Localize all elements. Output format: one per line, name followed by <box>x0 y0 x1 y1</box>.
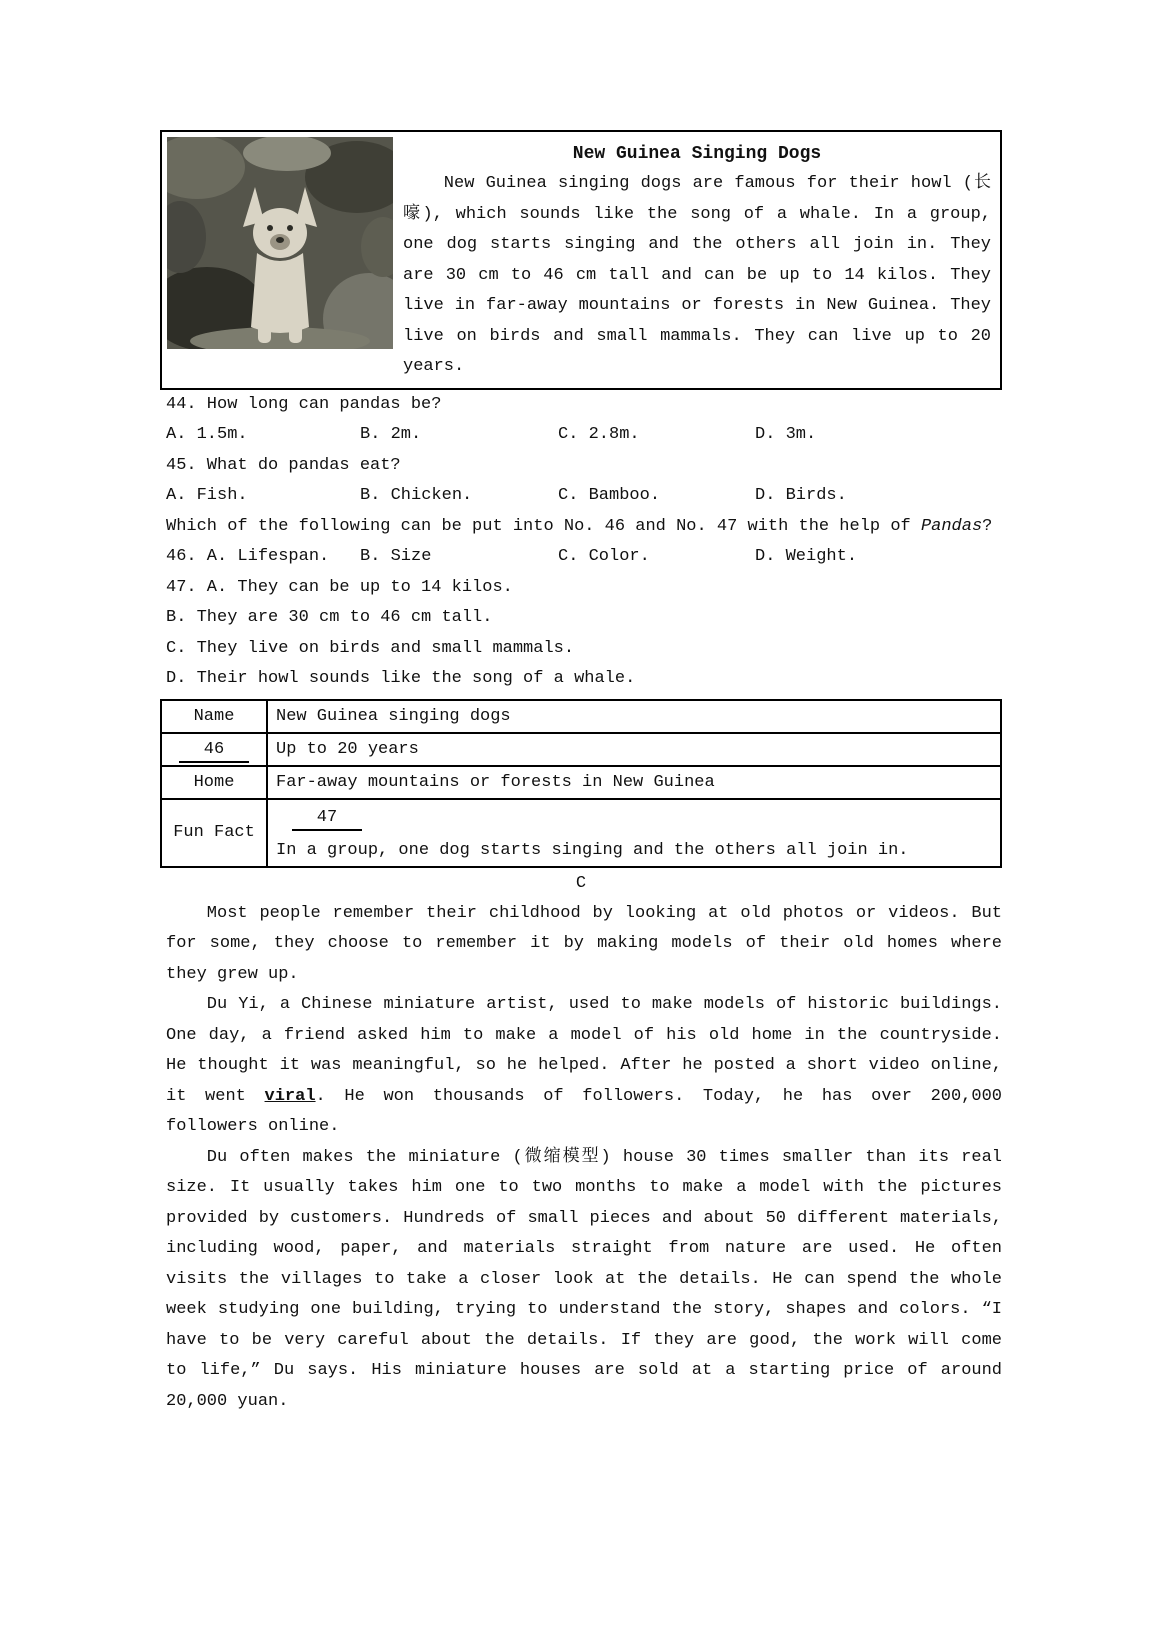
blank-47-line <box>292 803 992 832</box>
question-46-options <box>166 542 1002 573</box>
option-a: 46. A. Lifespan. <box>166 547 330 566</box>
option-b: B. 2m. <box>360 425 422 444</box>
question-47-option-c: C. They live on birds and small mammals. <box>166 638 575 658</box>
table-value-name: New Guinea singing dogs <box>267 700 1001 733</box>
table-value-fun-fact <box>267 799 1001 867</box>
option-c: C. 2.8m. <box>558 425 640 444</box>
fact-table <box>160 699 1002 868</box>
option-a: A. 1.5m. <box>166 425 248 444</box>
question-47-option-d: D. Their howl sounds like the song of a whale. <box>166 669 636 688</box>
table-label-fun-fact: Fun Fact <box>161 799 267 867</box>
question-45: 45. What do pandas eat? <box>166 455 401 475</box>
question-block <box>160 390 1002 695</box>
passage-info-box <box>160 130 1002 390</box>
page-content <box>160 130 1002 1417</box>
question-44: 44. How long can pandas be? <box>166 394 442 414</box>
question-47-option-b: B. They are 30 cm to 46 cm tall. <box>166 608 493 627</box>
option-d: D. Weight. <box>755 547 858 566</box>
passage-text-column <box>403 137 995 383</box>
option-d: D. Birds. <box>755 486 847 505</box>
option-c: C. Color. <box>558 547 650 566</box>
table-value-home: Far-away mountains or forests in New Guinea <box>267 766 1001 799</box>
option-b: B. Size <box>360 547 432 566</box>
bridge-text-before: Which of the following can be put into No. 46 and No. 47 with the help of <box>166 516 921 536</box>
table-label-blank-46 <box>161 733 267 766</box>
question-45-options <box>166 481 1002 512</box>
blank-46: 46 <box>179 739 249 763</box>
dog-photo <box>167 137 393 349</box>
table-label-home: Home <box>161 766 267 799</box>
viral-emphasis: viral <box>264 1086 316 1106</box>
table-row <box>161 733 1001 766</box>
section-c-heading: C <box>575 873 587 893</box>
question-47-option-a: 47. A. They can be up to 14 kilos. <box>166 577 513 597</box>
passage-title: New Guinea Singing Dogs <box>572 144 822 164</box>
bridge-text-after: ? <box>982 516 993 536</box>
table-row <box>161 766 1001 799</box>
table-row <box>161 700 1001 733</box>
paragraph-2-text: Du Yi, a Chinese miniature artist, used to make models of historic buildings. One day, a friend asked him to make a model of his old home in the countryside. He thought it was meaningful, so he helped. After he posted a short video online, it went <box>166 995 1002 1106</box>
blank-47: 47 <box>292 807 362 831</box>
table-label-name: Name <box>161 700 267 733</box>
passage-body: New Guinea singing dogs are famous for their howl (长嚎), which sounds like the song of a whale. In a group, one dog starts singing and the others all join in. They are 30 cm to 46 cm tall and can be up to 14 kilos. They live in far-away mountains or forests in New Guinea. They live on birds and small mammals. They can live up to 20 years. <box>403 174 991 376</box>
fun-fact-sentence: In a group, one dog starts singing and the others all join in. <box>276 840 909 860</box>
passage-c-paragraph-2 <box>160 990 1002 1143</box>
option-a: A. Fish. <box>166 486 248 505</box>
bridge-question <box>166 512 1002 543</box>
passage-c-paragraph-1: Most people remember their childhood by looking at old photos or videos. But for some, they choose to remember it by making models of their old homes where they grew up. <box>166 903 1002 984</box>
option-b: B. Chicken. <box>360 486 473 505</box>
passage-c-paragraph-3: Du often makes the miniature (微缩模型) house 30 times smaller than its real size. It usually takes him one to two months to make a model with the pictures provided by customers. Hundreds of small pieces and about 50 different materials, including wood, paper, and materials straight from nature are used. He often visits the villages to take a closer look at the details. He can spend the whole week studying one building, trying to understand the story, shapes and colors. “I have to be very careful about the details. If they are good, the work will come to life,” Du says. His miniature houses are sold at a starting price of around 20,000 yuan. <box>166 1147 1002 1411</box>
bridge-text-italic: Pandas <box>920 516 983 536</box>
table-value-lifespan: Up to 20 years <box>267 733 1001 766</box>
paragraph-2-text-after: . He won thousands of followers. Today, he has over 200,000 followers online. <box>166 1086 1002 1136</box>
question-44-options <box>166 420 1002 451</box>
option-d: D. 3m. <box>755 425 817 444</box>
option-c: C. Bamboo. <box>558 486 661 505</box>
dog-photo-illustration <box>167 137 393 349</box>
table-row <box>161 799 1001 867</box>
